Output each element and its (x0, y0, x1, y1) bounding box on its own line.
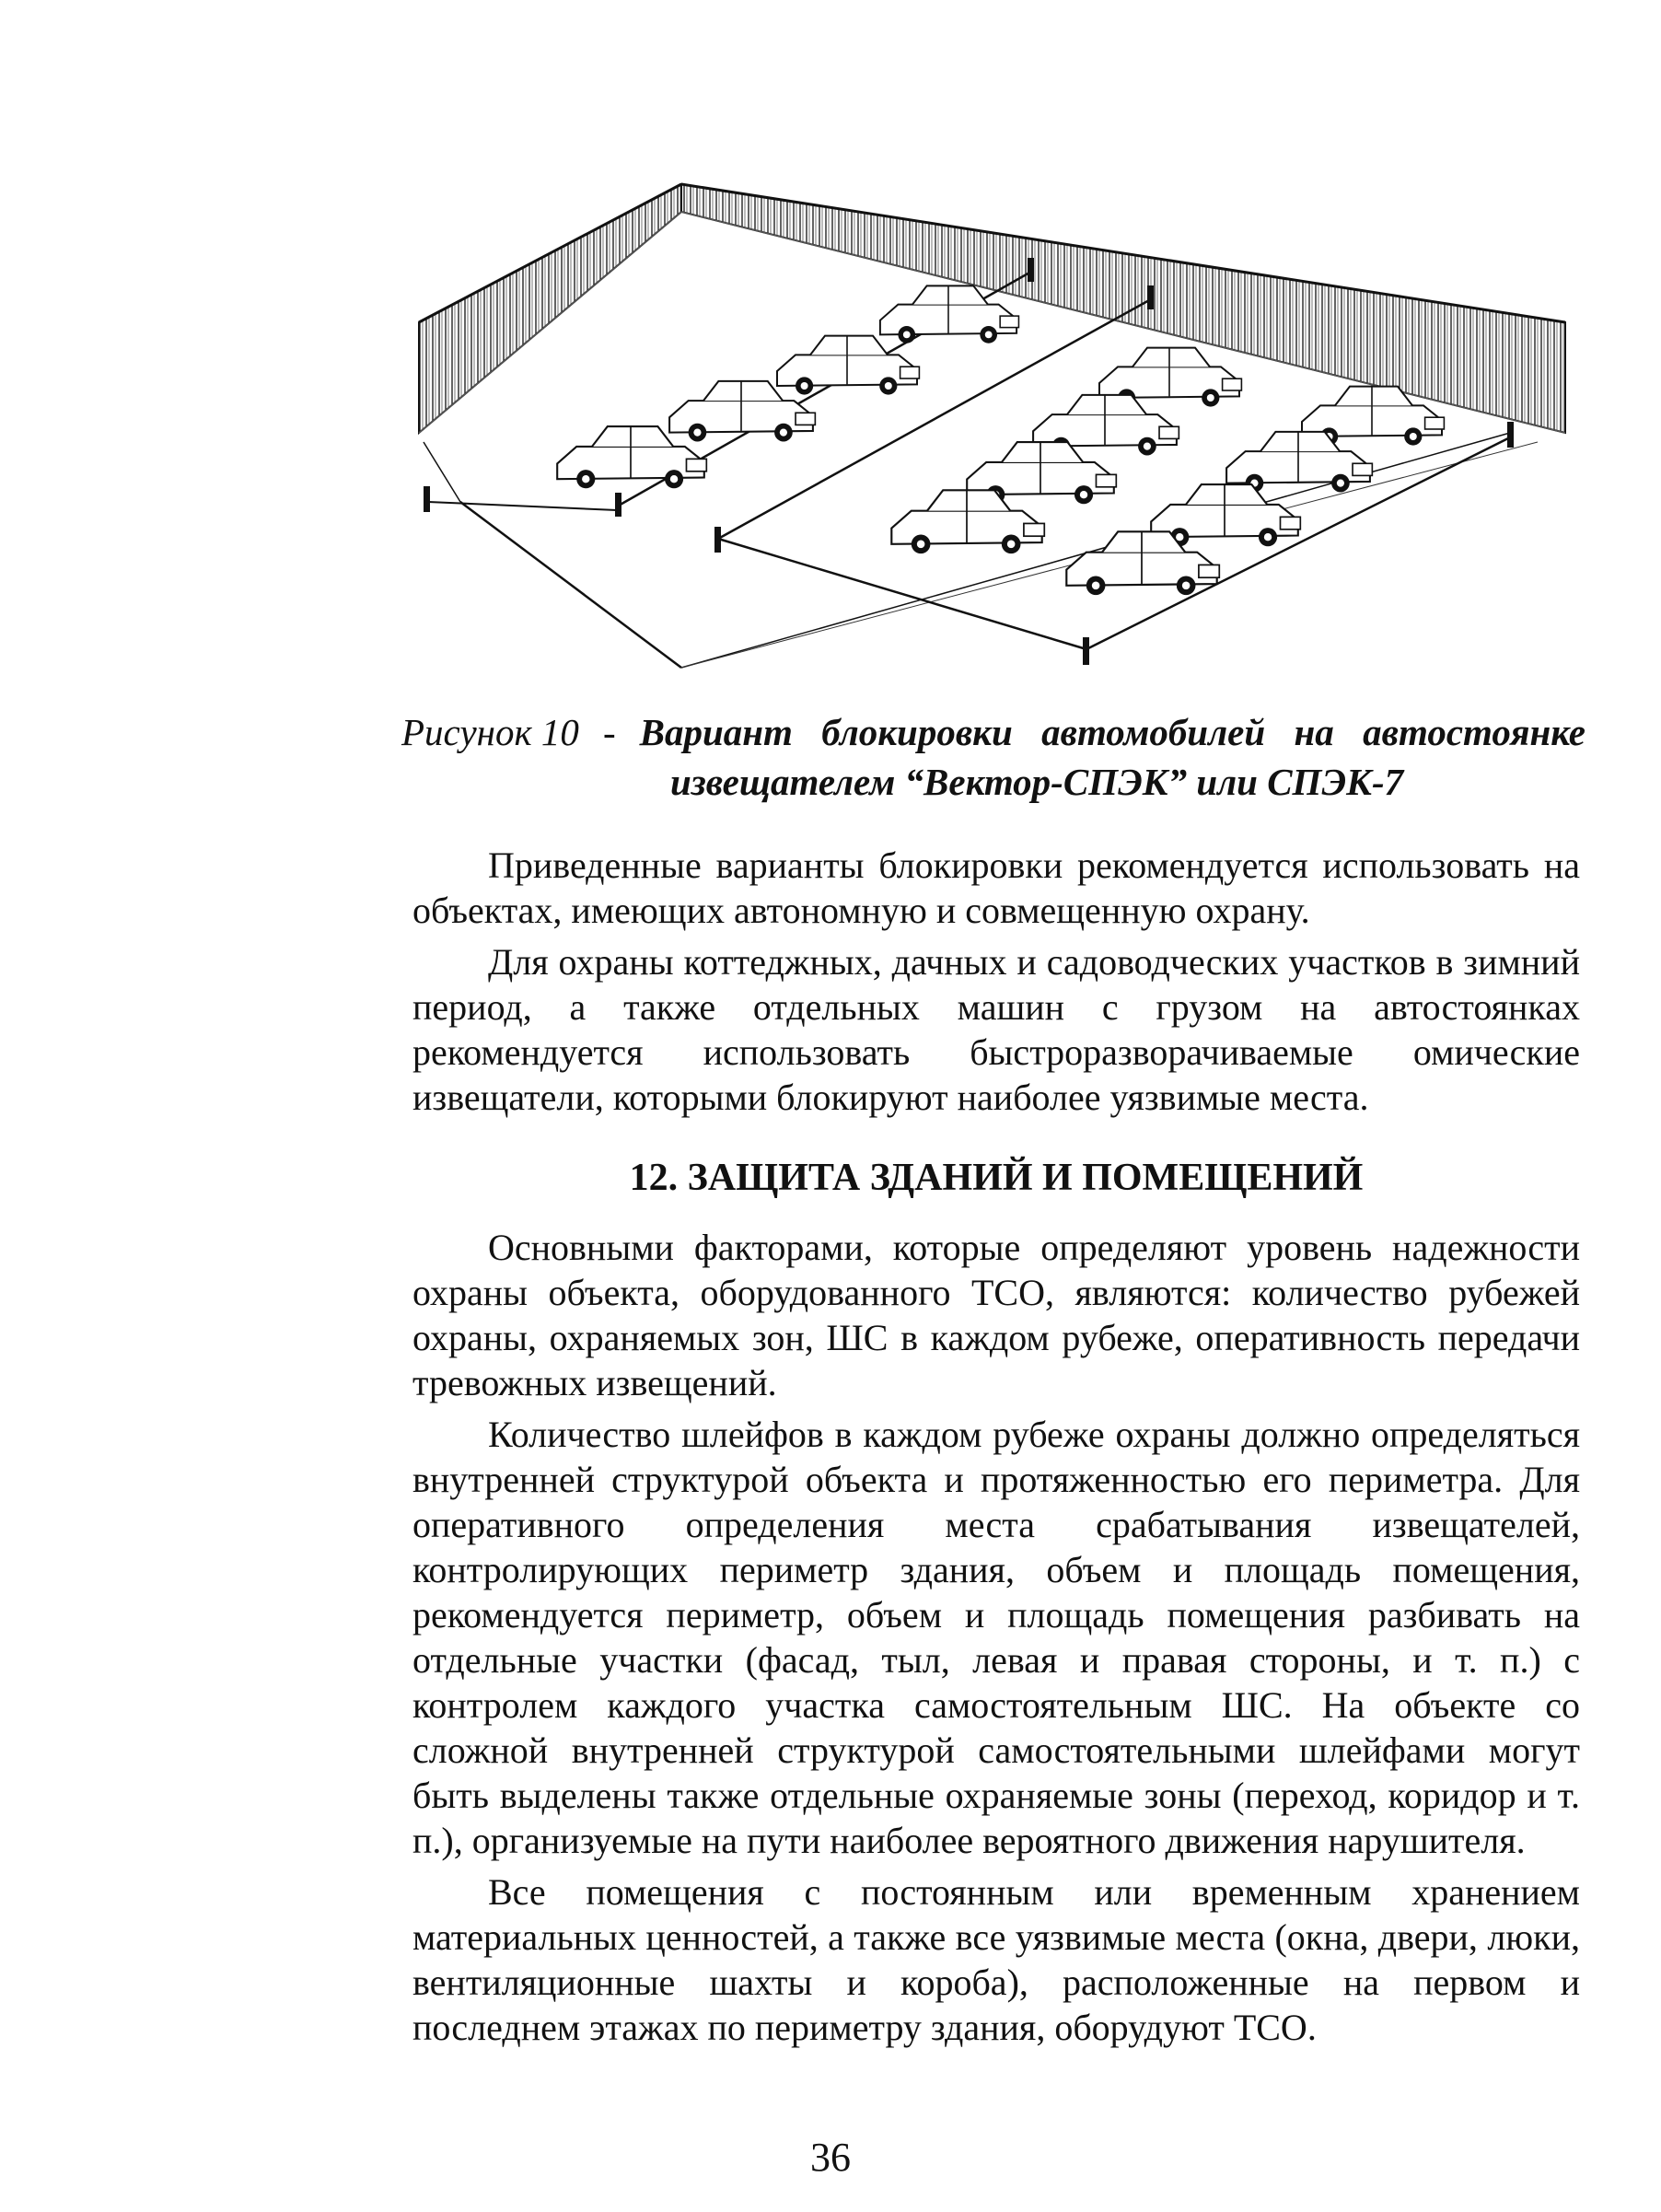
figure-caption (401, 707, 1586, 807)
paragraph: Приведенные варианты блокировки рекомендуется использовать на объектах, имеющих автономную и совмещенную охрану. (412, 844, 1580, 931)
intro-text (412, 843, 1580, 1126)
paragraph: Все помещения с постоянным или временным хранением материальных ценностей, а также все уязвимые места (окна, двери, люки, вентиляционные шахты и короба), расположенные на первом и последнем этажах по периметру здания, оборудуют ТСО. (412, 1871, 1580, 2048)
caption-label: Рисунок 10 (401, 711, 579, 753)
caption-line-2: извещателем “Вектор-СПЭК” или СПЭК-7 (670, 761, 1404, 803)
page-number: 36 (810, 2135, 851, 2180)
paragraph: Основными факторами, которые определяют уровень надежности охраны объекта, оборудованного ТСО, являются: количество рубежей охраны, охраняемых зон, ШС в каждом рубеже, оперативность передачи тревожных извещений. (412, 1227, 1580, 1403)
caption-line-1: Вариант блокировки автомобилей на автостоянке (639, 711, 1586, 753)
caption-dash: - (602, 711, 616, 753)
parking-lot-illustration (405, 166, 1584, 691)
paragraph: Для охраны коттеджных, дачных и садоводческих участков в зимний период, а также отдельных машин с грузом на автостоянках рекомендуется использовать быстроразворачиваемые омические извещатели, которыми блокируют наиболее уязвимые места. (412, 941, 1580, 1118)
section-heading: 12. ЗАЩИТА ЗДАНИЙ И ПОМЕЩЕНИЙ (629, 1157, 1364, 1199)
paragraph: Количество шлейфов в каждом рубеже охраны должно определяться внутренней структурой объекта и протяженностью его периметра. Для оперативного определения места срабатывания извещателей, контролирующих периметр здания, объем и площадь помещения, рекомендуется периметр, объем и площадь помещения разбивать на отдельные участки (фасад, тыл, левая и правая стороны, и т. п.) с контролем каждого участка самостоятельным ШС. На объекте со сложной внутренней структурой самостоятельными шлейфами могут быть выделены также отдельные охраняемые зоны (переход, коридор и т. п.), организуемые на пути наиболее вероятного движения нарушителя. (412, 1414, 1580, 1861)
section-text (412, 1225, 1580, 2056)
